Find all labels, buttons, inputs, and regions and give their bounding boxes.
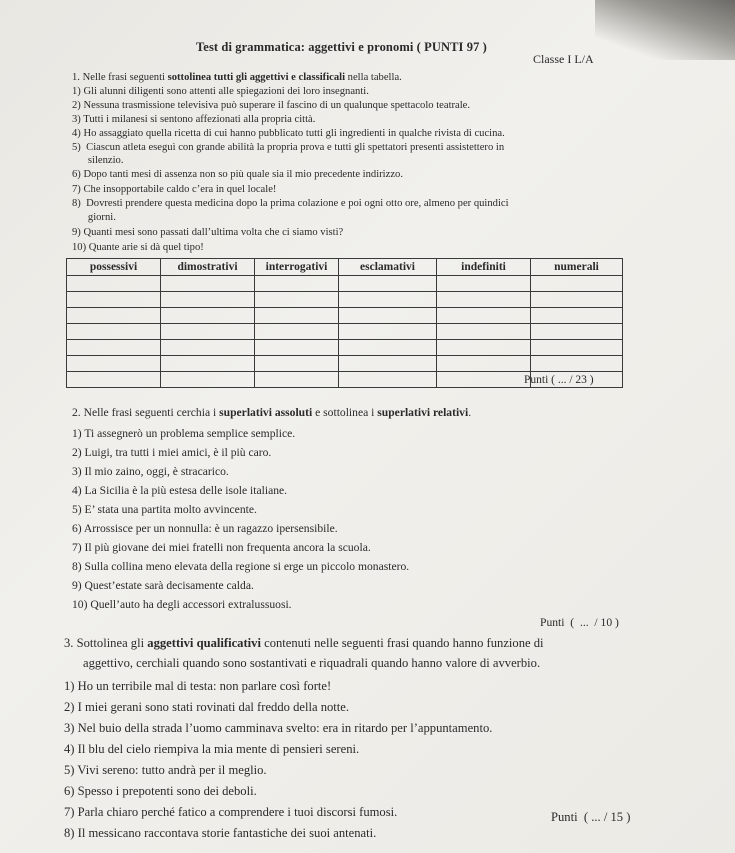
table-cell bbox=[67, 340, 161, 356]
table-cell bbox=[161, 292, 255, 308]
exercise2-item: 5) E’ stata una partita molto avvincente. bbox=[72, 503, 257, 516]
exercise3-item: 3) Nel buio della strada l’uomo camminava svelto: era in ritardo per l’appuntamento. bbox=[64, 721, 493, 735]
table-cell bbox=[531, 308, 623, 324]
col-header-interrogativi: interrogativi bbox=[255, 259, 339, 276]
exercise1-item: 1) Gli alunni diligenti sono attenti alle spiegazioni dei loro insegnanti. bbox=[72, 86, 369, 97]
col-header-numerali: numerali bbox=[531, 259, 623, 276]
page-shadow bbox=[595, 0, 735, 60]
exercise3-item: 1) Ho un terribile mal di testa: non parlare così forte! bbox=[64, 679, 332, 693]
table-cell bbox=[161, 324, 255, 340]
exercise2-item: 2) Luigi, tra tutti i miei amici, è il più caro. bbox=[72, 446, 272, 459]
exercise2-score: Punti ( ... / 10 ) bbox=[540, 616, 619, 629]
table-cell bbox=[437, 324, 531, 340]
table-cell bbox=[531, 292, 623, 308]
table-row bbox=[67, 308, 623, 324]
col-header-esclamativi: esclamativi bbox=[339, 259, 437, 276]
exercise1-item: 7) Che insopportabile caldo c’era in quel locale! bbox=[72, 184, 277, 195]
exercise3-instruction-line1 bbox=[64, 636, 544, 651]
table-cell bbox=[255, 292, 339, 308]
table-cell bbox=[255, 372, 339, 388]
exercise1-item: 6) Dopo tanti mesi di assenza non so più quale sia il mio precedente indirizzo. bbox=[72, 169, 403, 180]
exercise2-bold-2: superlativi relativi bbox=[377, 406, 469, 419]
exercise1-item: 3) Tutti i milanesi si sentono affezionati alla propria città. bbox=[72, 114, 316, 125]
table-row bbox=[67, 276, 623, 292]
exercise3-item: 4) Il blu del cielo riempiva la mia mente di pensieri sereni. bbox=[64, 742, 360, 756]
table-cell bbox=[437, 340, 531, 356]
exercise2-instruction-mid: e sottolinea i bbox=[312, 406, 378, 419]
test-title: Test di grammatica: aggettivi e pronomi ( PUNTI 97 ) bbox=[196, 40, 487, 54]
table-cell bbox=[437, 372, 531, 388]
table-row bbox=[67, 340, 623, 356]
col-header-dimostrativi: dimostrativi bbox=[161, 259, 255, 276]
exercise1-score: Punti ( ... / 23 ) bbox=[524, 374, 594, 386]
exercise1-instruction-post: nella tabella. bbox=[345, 72, 402, 83]
table-cell bbox=[531, 276, 623, 292]
table-cell bbox=[255, 340, 339, 356]
exercise3-item: 2) I miei gerani sono stati rovinati dal freddo della notte. bbox=[64, 700, 350, 714]
exercise2-item: 6) Arrossisce per un nonnulla: è un ragazzo ipersensibile. bbox=[72, 522, 338, 535]
exercise2-item: 7) Il più giovane dei miei fratelli non frequenta ancora la scuola. bbox=[72, 541, 371, 554]
exercise3-instruction-pre: 3. Sottolinea gli bbox=[64, 636, 148, 650]
exercise1-item: 4) Ho assaggiato quella ricetta di cui hanno pubblicato tutti gli ingredienti in qualche rivista di cucina. bbox=[72, 128, 505, 139]
table-cell bbox=[67, 324, 161, 340]
table-cell bbox=[255, 308, 339, 324]
exercise1-item: giorni. bbox=[72, 212, 116, 223]
table-cell bbox=[531, 356, 623, 372]
table-cell bbox=[339, 292, 437, 308]
table-cell bbox=[339, 324, 437, 340]
exercise3-item: 8) Il messicano raccontava storie fantastiche dei suoi antenati. bbox=[64, 826, 377, 840]
exercise2-item: 1) Ti assegnerò un problema semplice semplice. bbox=[72, 427, 296, 440]
exercise1-item: 8) Dovresti prendere questa medicina dopo la prima colazione e poi ogni otto ore, almeno per quindici bbox=[72, 198, 509, 209]
table-cell bbox=[67, 372, 161, 388]
col-header-indefiniti: indefiniti bbox=[437, 259, 531, 276]
table-cell bbox=[67, 308, 161, 324]
table-row bbox=[67, 324, 623, 340]
exercise3-score: Punti ( ... / 15 ) bbox=[551, 810, 631, 824]
class-label: Classe I L/A bbox=[533, 52, 594, 66]
table-cell bbox=[437, 356, 531, 372]
exercise2-instruction-post: . bbox=[468, 406, 472, 419]
exercise2-bold-1: superlativi assoluti bbox=[219, 406, 313, 419]
table-cell bbox=[67, 356, 161, 372]
table-cell bbox=[437, 308, 531, 324]
exercise2-item: 8) Sulla collina meno elevata della regione si erge un piccolo monastero. bbox=[72, 560, 410, 573]
exercise1-instruction bbox=[72, 71, 402, 84]
exercise1-instruction-pre: 1. Nelle frasi seguenti bbox=[72, 72, 168, 83]
table-row bbox=[67, 356, 623, 372]
table-cell bbox=[161, 356, 255, 372]
exercise2-instruction-pre: 2. Nelle frasi seguenti cerchia i bbox=[72, 406, 220, 419]
table-cell bbox=[339, 356, 437, 372]
exercise1-item: 10) Quante arie si dà quel tipo! bbox=[72, 242, 204, 253]
exercise3-item: 6) Spesso i prepotenti sono dei deboli. bbox=[64, 784, 257, 798]
classification-table bbox=[66, 258, 623, 388]
exercise2-item: 9) Quest’estate sarà decisamente calda. bbox=[72, 579, 254, 592]
table-cell bbox=[339, 308, 437, 324]
exercise2-item: 4) La Sicilia è la più estesa delle isole italiane. bbox=[72, 484, 288, 497]
exercise3-item: 7) Parla chiaro perché fatico a comprendere i tuoi discorsi fumosi. bbox=[64, 805, 398, 819]
table-header-row bbox=[67, 259, 623, 276]
table-row bbox=[67, 292, 623, 308]
col-header-possessivi: possessivi bbox=[67, 259, 161, 276]
exercise1-instruction-bold: sottolinea tutti gli aggettivi e classificali bbox=[167, 72, 346, 83]
table-cell bbox=[531, 324, 623, 340]
exercise2-item: 10) Quell’auto ha degli accessori extralussuosi. bbox=[72, 598, 292, 611]
exercise3-instruction-bold: aggettivi qualificativi bbox=[147, 636, 261, 650]
exercise3-instruction-line2: aggettivo, cerchiali quando sono sostantivati e riquadrali quando hanno valore di avverbio. bbox=[83, 656, 541, 670]
table-cell bbox=[161, 276, 255, 292]
exercise2-instruction bbox=[72, 406, 471, 420]
exercise2-item: 3) Il mio zaino, oggi, è stracarico. bbox=[72, 465, 229, 478]
exercise1-item: 9) Quanti mesi sono passati dall’ultima volta che ci siamo visti? bbox=[72, 227, 344, 238]
table-cell bbox=[437, 292, 531, 308]
table-cell bbox=[67, 276, 161, 292]
exercise3-instruction-post: contenuti nelle seguenti frasi quando hanno funzione di bbox=[260, 636, 544, 650]
table-cell bbox=[67, 292, 161, 308]
table-cell bbox=[255, 356, 339, 372]
table-cell bbox=[161, 340, 255, 356]
table-body bbox=[67, 276, 623, 388]
exercise3-item: 5) Vivi sereno: tutto andrà per il meglio. bbox=[64, 763, 267, 777]
exercise1-item: silenzio. bbox=[72, 155, 124, 166]
table-cell bbox=[161, 308, 255, 324]
exercise1-item: 5) Ciascun atleta eseguì con grande abilità la propria prova e tutti gli spettatori presenti assistettero in bbox=[72, 142, 505, 153]
table-cell bbox=[339, 276, 437, 292]
table-cell bbox=[339, 372, 437, 388]
table-cell bbox=[531, 340, 623, 356]
table-cell bbox=[255, 324, 339, 340]
table-cell bbox=[161, 372, 255, 388]
table-cell bbox=[437, 276, 531, 292]
exercise1-item: 2) Nessuna trasmissione televisiva può superare il fascino di un qualunque spettacolo teatrale. bbox=[72, 100, 471, 111]
table-cell bbox=[339, 340, 437, 356]
table-cell bbox=[255, 276, 339, 292]
